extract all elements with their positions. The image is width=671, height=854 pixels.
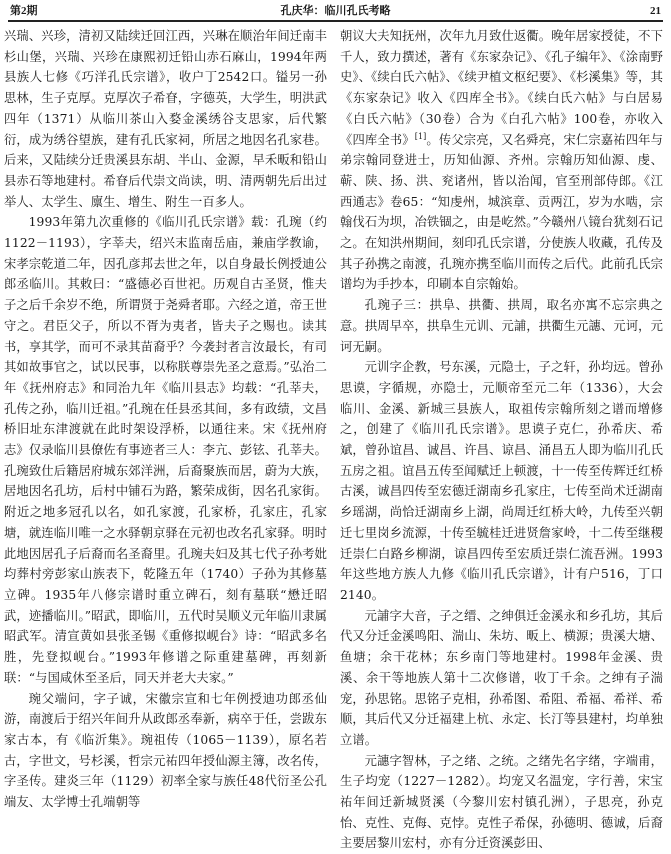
page-header [10, 2, 661, 20]
paragraph: 元譓字智林，子之绪、之统。之绪先名字绪，字端甫，生子均宠（1227－1282）。均宠又名温宠，字行善，宋宝祐年间迁新城贤溪（今黎川宏村镇孔洲），子思亮，孙克怡、克性、克侮、克悖。克性子希保，孙德明、德诚，后裔主要居黎川宏村，亦有分迁资溪彭田、 [340, 753, 663, 851]
running-title: 孔庆华：临川孔氏考略 [280, 5, 391, 17]
paragraph: 琬父端问，字子诚，宋徽宗宣和七年例授迪功郎丞仙游，南渡后于绍兴年间升从政郎丞奉新，病卒于任，尝跋东家古本，有《临沂集》。琬祖传（1065－1139），原名若古，字世文，号杉溪，哲宗元祐四年授仙源主簿，改名传，字圣传。建炎三年（1129）初率全家与族任48代衍圣公孔端友、太学博士孔端朝等 [4, 691, 327, 810]
paragraph: 孔琬子三：拱阜、拱衢、拱周，取名亦寓不忘宗典之意。拱周早卒，拱阜生元训、元誧，拱衢生元譓、元诃，元诃无嗣。 [340, 298, 663, 354]
paragraph-text: 朝议大夫知抚州，次年九月致仕返衢。晚年居家授徒，不下千人，致力撰述，著有《东家杂记》、《孔子编年》、《涂南野史》、《续白氏六帖》、《续尹植文枢纪要》、《杉溪集》等，其《东家杂记》收入《四库全书》。《续白氏六帖》与白居易《白氏六帖》（30卷）合为《白孔六帖》100卷，亦收入《四库全书》 [340, 29, 663, 147]
header-rule [8, 20, 663, 22]
paragraph [340, 26, 663, 295]
paragraph-text-tail: 。传父宗亮，又名舜亮，宋仁宗嘉祐四年与弟宗翰同登进士，历知仙源、齐州。宗翰历知仙源、虔、蕲、陕、扬、洪、兖诸州，皆以治闻，官至刑部侍郎。《江西通志》卷65：“知虔州，城滨章、贡两江，岁为水啮，宗翰伐石为坝，冶铁锢之，由是屹然。”今赣州八镜台犹刻石记之。在知洪州期间，刻印孔氏宗谱，分使族人收藏，孔传及其子孙携之南渡，孔琬亦携至临川而传之后代。此前孔氏宗谱均为手抄本，印刷本自宗翰始。 [340, 132, 663, 292]
paragraph: 元誧字大音，子之缙、之绅俱迁金溪永和乡孔坊，其后代又分迁金溪鸣阳、湍山、朱坊、畈上、横源；贵溪大塘、鱼塘；余干花林；东乡南门等地建村。1998年金溪、贵溪、余干等地族人第十二次修谱，收丁千余。之绅有子湍宠，孙思铭。思铭子克相，孙希图、希阻、希福、希祥、希顺，其后代又分迁福建上杭、永定、长汀等县建村，均单独立谱。 [340, 608, 663, 747]
right-column [340, 26, 663, 851]
paragraph: 元训字企教，号东溪，元隐士，子之轩，孙均远。曾孙思谟，字循规，亦隐士，元顺帝至元二年（1336），大会临川、金溪、新城三县族人，取祖传宗翰所刻之谱而增修之，创建了《临川孔氏宗谱》。思谟子克仁，孙希庆、希斌，曾孙谊昌、诚昌、许昌、谅昌、涌昌五人即为临川孔氏五房之祖。谊昌五传至闻赋迁上顿渡，十一传至传辉迁红桥古溪，诚昌四传至宏德迁湖南乡孔家庄，七传至尚术迁湖南乡瑶湖，尚恰迁湖南乡上湖，尚周迁红桥大岭，九传至兴朝迁七里岗乡流源，十传至毓桂迁进贤詹家岭，十二传至继稷迁崇仁白路乡柳湖，谅昌四传至宏质迁崇仁流吾洲。1993年这些地方族人九修《临川孔氏宗谱》，计有户516，丁口2140。 [340, 360, 663, 602]
paragraph: 1993年第九次重修的《临川孔氏宗谱》载：孔琬（约1122－1193），字莘夫，绍兴末监南岳庙，兼庙学教谕，宋孝宗乾道二年，因孔彦邦去世之年，以自身最长例授迪公郎丞临川。其敕曰：“盛德必百世祀。历观自古圣贤，惟夫子之后千余岁不绝，所谓贤于尧舜者耶。六经之道，帝王世守之。君臣父子，所以不胥为夷者，皆夫子之赐也。读其书，享其学，而可不录其苗裔乎？今袭封者言汝最长，有司其如故事官之，试以民事，以称朕尊崇先圣之意焉。”弘治二年《抚州府志》和同治九年《临川县志》均载：“孔莘夫，孔传之孙，临川迁祖。”孔琬在任县丞其间，多有政绩，文昌桥旧址东津渡就在此时架设浮桥，以通往来。宋《抚州府志》仅录临川县僚佐有事迹者三人：李亢、彭铉、孔莘夫。孔琬致仕后籍居府城东郊洋洲，后裔聚族而居，蔚为大族，居地因名孔坊，后村中铺石为路，繁荣成街，因名孔家街。附近之地多冠孔以名，如孔家渡，孔家桥，孔家庄，孔家塘，就连临川唯一之水驿朝京驿在元初也改名孔家驿。明时此地因居孔子后裔而名圣裔里。孔琬夫妇及其七代子孙考妣均葬村旁彭家山族表下，乾隆五年（1740）子孙为其修墓立碑。1935年八修宗谱时重立碑石，刻有墓联“懋迁昭武，迹播临川。”昭武，即临川，五代时吴顺义元年临川隶属昭武军。清宣黄如县张圣锡《重修拟岘台》诗：“昭武多名胜，先登拟岘台。”1993年修谱之际重建墓碑，再刻新联：“与国咸休至圣后，同天并老大夫家。” [4, 215, 327, 685]
page-number: 21 [650, 5, 661, 17]
paragraph: 兴瑞、兴珍，清初又陆续迁回江西，兴琳在顺治年间迁南丰杉山堡，兴瑞、兴珍在康熙初迁铅山赤石麻山，1994年两县族人七修《巧洋孔氏宗谱》，收户丁2542口。镒另一孙思林，生子克厚。克厚次子希眘，字德英，大学生，明洪武四年（1371）从临川茶山入婺金溪绣谷支思家，后代繁衍，成为绣谷望族，建有孔氏家祠，所居之地因名孔家巷。后来，又陆续分迁贵溪县东胡、半山、金源，早禾畈和铅山县赤石等地建村。希眘后代崇文尚读，明、清两朝先后出过举人、太学生、廪生、增生、附生一百多人。 [4, 29, 327, 209]
left-column [4, 26, 327, 826]
footnote-reference[interactable]: [1] [414, 131, 427, 141]
issue-number: 第2期 [10, 5, 38, 17]
